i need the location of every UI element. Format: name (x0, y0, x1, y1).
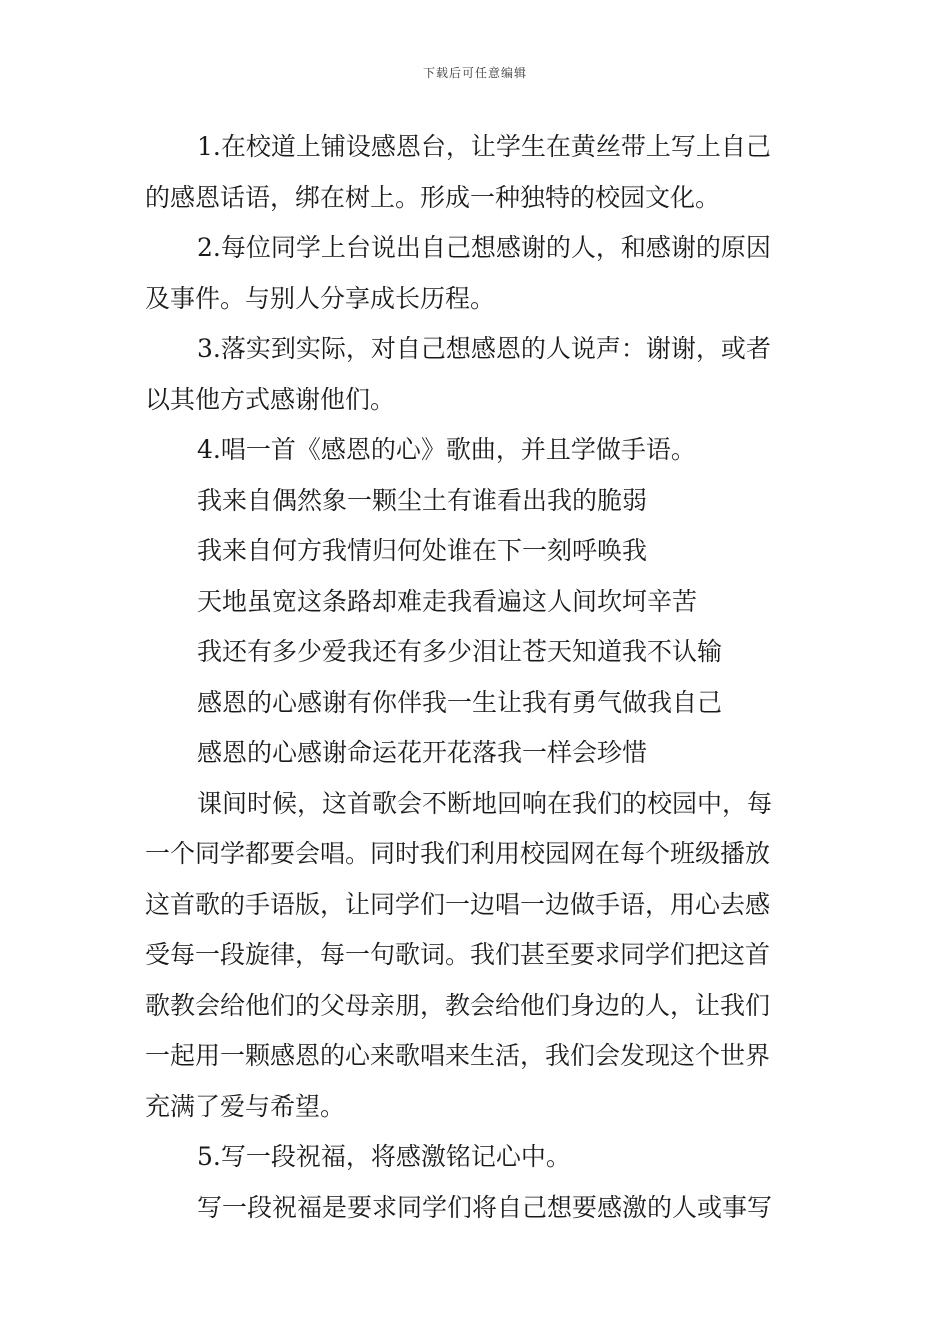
text-line: 这首歌的手语版，让同学们一边唱一边做手语，用心去感 (145, 889, 771, 919)
text-line: 歌教会给他们的父母亲朋，教会给他们身边的人，让我们 (145, 990, 771, 1020)
text-line: 2.每位同学上台说出自己想感谢的人，和感谢的原因 (197, 233, 771, 262)
text-line: 及事件。与别人分享成长历程。 (145, 283, 496, 313)
lyric-line: 我来自偶然象一颗尘土有谁看出我的脆弱 (197, 485, 648, 515)
text-line: 5.写一段祝福，将感激铭记心中。 (197, 1142, 571, 1171)
text-line: 3.落实到实际，对自己想感恩的人说声：谢谢，或者 (197, 334, 771, 363)
text-line: 课间时候，这首歌会不断地回响在我们的校园中，每 (197, 788, 773, 818)
document-body (145, 122, 807, 1233)
lyric-line: 感恩的心感谢命运花开花落我一样会珍惜 (197, 738, 648, 767)
text-line: 一起用一颗感恩的心来歌唱来生活，我们会发现这个世界 (145, 1041, 771, 1070)
lyric-line: 我来自何方我情归何处谁在下一刻呼唤我 (197, 536, 648, 565)
lyric-line: 感恩的心感谢有你伴我一生让我有勇气做我自己 (197, 687, 723, 717)
text-line: 受每一段旋律，每一句歌词。我们甚至要求同学们把这首 (145, 940, 771, 969)
page-header-note: 下载后可任意编辑 (422, 66, 527, 80)
text-line: 4.唱一首《感恩的心》歌曲，并且学做手语。 (197, 435, 696, 464)
text-line: 一个同学都要会唱。同时我们利用校园网在每个班级播放 (145, 839, 771, 868)
text-line: 以其他方式感谢他们。 (145, 384, 396, 414)
lyric-line: 天地虽宽这条路却难走我看遍这人间坎坷辛苦 (197, 586, 698, 616)
text-line: 充满了爱与希望。 (145, 1091, 346, 1121)
text-line: 1.在校道上铺设感恩台，让学生在黄丝带上写上自己 (197, 132, 771, 161)
text-line: 写一段祝福是要求同学们将自己想要感激的人或事写 (197, 1192, 773, 1222)
text-line: 的感恩话语，绑在树上。形成一种独特的校园文化。 (145, 182, 721, 212)
lyric-line: 我还有多少爱我还有多少泪让苍天知道我不认输 (197, 637, 723, 666)
